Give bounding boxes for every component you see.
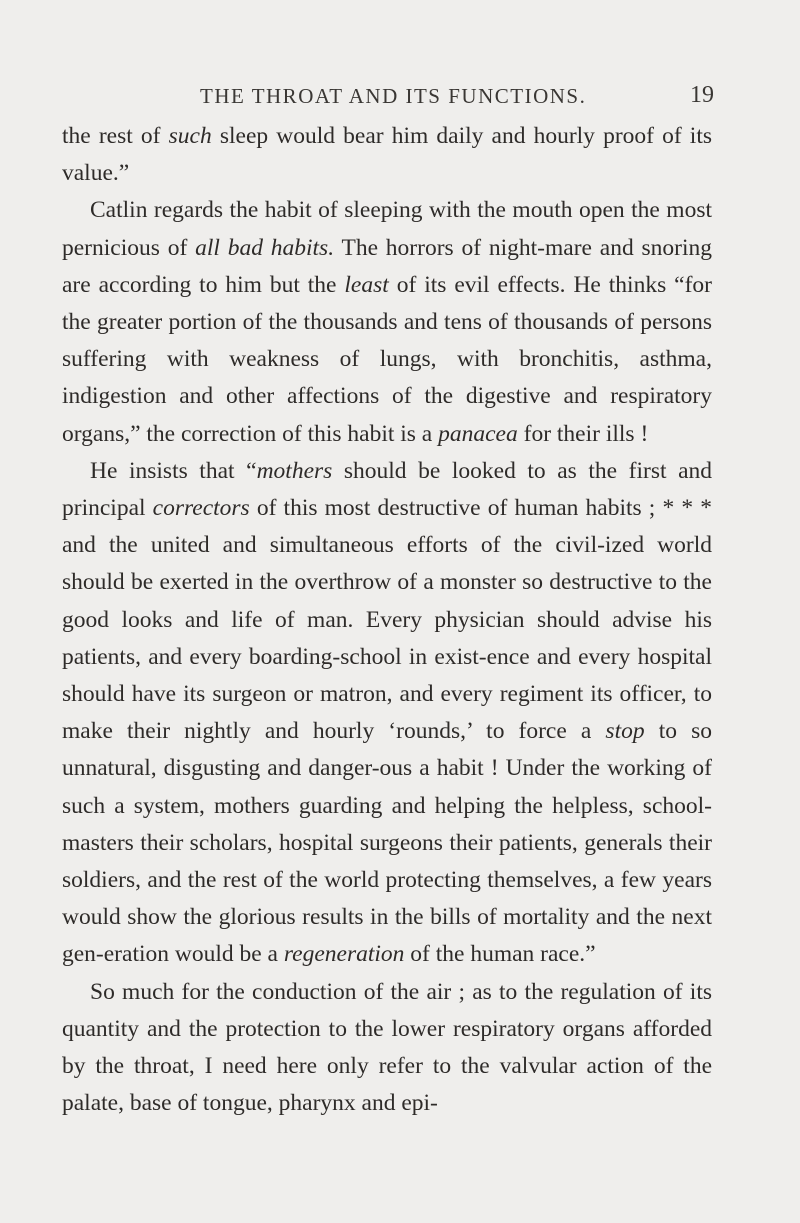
italic-text-segment: all bad habits. bbox=[195, 234, 335, 261]
running-title: THE THROAT AND ITS FUNCTIONS. bbox=[200, 84, 587, 108]
text-segment: He insists that “ bbox=[90, 457, 257, 484]
italic-text-segment: such bbox=[168, 123, 212, 149]
italic-text-segment: correctors bbox=[152, 495, 250, 522]
italic-text-segment: regeneration bbox=[283, 941, 405, 968]
paragraph-3 bbox=[62, 453, 712, 974]
text-segment: for their ills ! bbox=[517, 420, 649, 447]
text-segment: sleep would bear him daily and hourly proof of its value.” bbox=[62, 123, 713, 187]
paragraph-4 bbox=[62, 974, 712, 1123]
running-head bbox=[200, 84, 720, 114]
text-segment: So much for the conduction of the air ; as to the regulation of its quantity and the protection to the lower respiratory organs afforded by the throat, I need here only refer to the valvular action of the palate, base of tongue, pharynx and epi- bbox=[62, 978, 712, 1117]
text-segment: The horrors of night-mare and snoring are according to him but the bbox=[62, 234, 712, 298]
text-segment: Catlin regards the habit of sleeping with the mouth open the most pernicious of bbox=[62, 197, 712, 261]
text-segment: should be looked to as the first and principal bbox=[62, 457, 713, 522]
italic-text-segment: panacea bbox=[438, 420, 518, 447]
body-text bbox=[62, 118, 712, 1122]
text-segment: of its evil effects. He thinks “for the greater portion of the thousands and tens of thousands of persons suffering with weakness of lungs, with bronchitis, asthma, indigestion and other affections of the digestive and respiratory organs,” the correction of this habit is a bbox=[62, 271, 712, 447]
paragraph-1 bbox=[62, 118, 712, 192]
page-number: 19 bbox=[690, 82, 714, 108]
text-segment: of the human race.” bbox=[404, 941, 596, 968]
italic-text-segment: least bbox=[344, 271, 389, 298]
italic-text-segment: stop bbox=[605, 718, 645, 745]
text-segment: of this most destructive of human habits ; * * * and the united and simultaneous efforts of the civil-ized world should be exerted in the overthrow of a monster so destructive to the good looks and life of man. Every physician should advise his patients, and every boarding-school in exist-ence and every hospital should have its surgeon or matron, and every regiment its officer, to make their nightly and hourly ‘rounds,’ to force a bbox=[62, 495, 713, 745]
text-segment: the rest of bbox=[62, 123, 169, 149]
paragraph-2 bbox=[62, 192, 712, 452]
italic-text-segment: mothers bbox=[256, 457, 333, 484]
text-segment: to so unnatural, disgusting and danger-ous a habit ! Under the working of such a system, mothers guarding and helping the helpless, school-masters their scholars, hospital surgeons their patients, generals their soldiers, and the rest of the world protecting themselves, a few years would show the glorious results in the bills of mortality and the next gen-eration would be a bbox=[62, 718, 712, 968]
